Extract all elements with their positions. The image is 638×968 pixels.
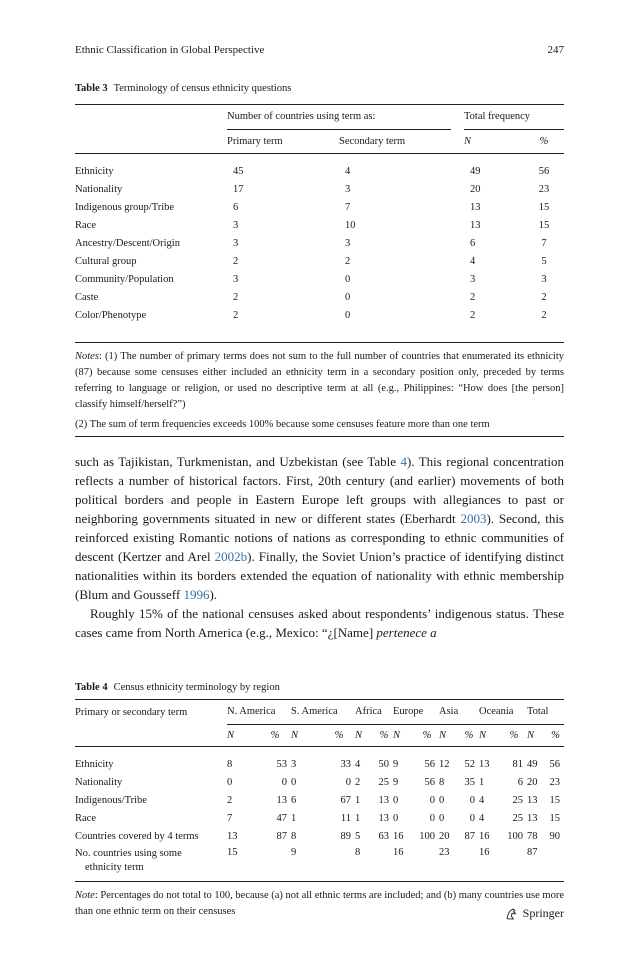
table4-cell: 0 <box>345 776 351 788</box>
table3-group-header-countries: Number of countries using term as: <box>227 105 451 130</box>
table4-cell: 2 <box>355 776 361 788</box>
paragraph-2: Roughly 15% of the national censuses asked about respondents’ indigenous status. These cases came from North America (e.g., Mexico: “¿[Name] pertenece a <box>75 606 564 640</box>
table4-cell: 9 <box>393 758 399 770</box>
table3-cell: 13 <box>470 201 481 213</box>
table3-cell: 3 <box>233 273 239 285</box>
table4-row <box>75 827 564 845</box>
table4 <box>75 699 564 882</box>
table4-cell: 23 <box>549 776 560 788</box>
table3-cell: 0 <box>345 273 351 285</box>
table3-cell: 0 <box>345 309 351 321</box>
table4-row <box>75 809 564 827</box>
table4-region-n-america: N. America <box>227 700 291 725</box>
table4-subheader-row <box>75 724 564 747</box>
table3-cell: 2 <box>345 255 351 267</box>
table3-row <box>75 162 564 180</box>
table4-row-label: Countries covered by 4 terms <box>75 830 199 842</box>
table4-cell: 1 <box>291 812 297 824</box>
table3-row <box>75 234 564 252</box>
table4-region-europe: Europe <box>393 700 439 725</box>
table4-cell: 25 <box>512 812 523 824</box>
table3-cell: 15 <box>538 201 550 213</box>
table4-cell: 1 <box>355 812 361 824</box>
table3-row-label: Indigenous group/Tribe <box>75 201 175 213</box>
ref-blum-gousseff-1996[interactable]: 1996 <box>183 587 210 602</box>
table4-last-row-value: 23 <box>439 847 450 858</box>
table4-cell: 87 <box>464 830 475 842</box>
table3-cell: 3 <box>345 183 351 195</box>
springer-horse-icon <box>505 907 519 921</box>
table4-cell: 67 <box>340 794 351 806</box>
table3-label: Table 3 <box>75 83 108 94</box>
table4-cell: 5 <box>355 830 361 842</box>
table4-label: Table 4 <box>75 682 108 693</box>
table4-cell: 81 <box>512 758 523 770</box>
table4-cell: 90 <box>549 830 560 842</box>
table3-cell: 20 <box>470 183 481 195</box>
table4-last-row-label-1: No. countries using some <box>75 848 182 859</box>
table3-group-header-total: Total frequency <box>464 105 564 130</box>
table4-cell: 13 <box>479 758 490 770</box>
table4-cell: 3 <box>291 758 297 770</box>
table4-cell: 7 <box>227 812 233 824</box>
table4-cell: 78 <box>527 830 538 842</box>
table4-cell: 16 <box>393 830 404 842</box>
table3-cell: 2 <box>470 291 476 303</box>
table4-cell: 1 <box>355 794 361 806</box>
table3-note1-text: : (1) The number of primary terms does not sum to the full number of countries that enumerated its ethnicity (87) because some censuses either included an ethnicity term in a secondary position only, preceded by terms referring to language or religion, or used no descriptive term at all (e.g., Philippines: “How does [the person] classify himself/herself?”) <box>75 351 564 410</box>
table3-cell: 4 <box>470 255 476 267</box>
table3-cell: 3 <box>233 219 239 231</box>
table3-cell: 13 <box>470 219 481 231</box>
table4-cell: 100 <box>507 830 523 842</box>
table4-note <box>75 888 564 920</box>
table4-last-row-value: 87 <box>527 847 538 858</box>
table4-cell: 8 <box>439 776 445 788</box>
table4-cell: 15 <box>549 794 560 806</box>
table3-cell: 2 <box>541 309 547 321</box>
table3-row <box>75 198 564 216</box>
table3-subheader-n: N <box>464 135 472 147</box>
table4-cell: 13 <box>227 830 238 842</box>
table4-cell: 0 <box>469 794 475 806</box>
table4-cell: 47 <box>276 812 287 824</box>
table4-cell: 11 <box>340 812 351 824</box>
table4-cell: 35 <box>464 776 475 788</box>
table4-cell: 49 <box>527 758 538 770</box>
table4-cell: 0 <box>439 794 445 806</box>
table4-subheader-pct: % <box>464 729 474 741</box>
table4-cell: 8 <box>227 758 233 770</box>
table4-subheader-pct: % <box>334 729 344 741</box>
table3-cell: 4 <box>345 165 351 177</box>
table4-cell: 13 <box>527 812 538 824</box>
table3-subheader-pct: % <box>539 135 549 147</box>
table4-cell: 0 <box>469 812 475 824</box>
table3-row <box>75 180 564 198</box>
table4-cell: 8 <box>291 830 297 842</box>
table4-cell: 4 <box>355 758 361 770</box>
table4-cell: 9 <box>393 776 399 788</box>
table4-cell: 0 <box>281 776 287 788</box>
table4-subheader-pct: % <box>422 729 432 741</box>
table4-last-row-value: 9 <box>291 847 297 858</box>
table4-last-row-label-2: ethnicity term <box>85 862 144 873</box>
table4-cell: 12 <box>439 758 450 770</box>
table4-subheader-n: N <box>355 729 363 741</box>
table4-subheader-n: N <box>227 729 235 741</box>
table4-caption <box>75 682 564 693</box>
table4-region-s-america: S. America <box>291 700 355 725</box>
table3-cell: 6 <box>233 201 239 213</box>
table3-cell: 17 <box>233 183 244 195</box>
table4-cell: 25 <box>378 776 389 788</box>
table3-row-label: Caste <box>75 291 99 303</box>
table4-note-label: Note <box>75 890 95 901</box>
table3-body <box>75 162 564 324</box>
table3-cell: 5 <box>541 255 547 267</box>
table4-row <box>75 755 564 773</box>
table4-last-row-value: 8 <box>355 847 361 858</box>
table4-cell: 50 <box>378 758 389 770</box>
table3-cell: 3 <box>541 273 547 285</box>
table3-title: Terminology of census ethnicity questions <box>113 83 292 94</box>
table4-cell: 53 <box>276 758 287 770</box>
table3-cell: 15 <box>538 219 550 231</box>
table4-cell: 13 <box>276 794 287 806</box>
table4-subheader-n: N <box>527 729 535 741</box>
table3-row <box>75 306 564 324</box>
table3-row-label: Ethnicity <box>75 165 114 177</box>
running-header <box>75 44 564 56</box>
table4-subheader-pct: % <box>509 729 519 741</box>
table4-row <box>75 791 564 809</box>
table3-cell: 56 <box>538 165 550 177</box>
ref-eberhardt-2003[interactable]: 2003 <box>460 511 487 526</box>
table3-notes-label: Notes <box>75 351 99 362</box>
table4-row-no-countries <box>75 845 564 875</box>
table4-cell: 63 <box>378 830 389 842</box>
table3-cell: 2 <box>470 309 476 321</box>
table3-cell: 10 <box>345 219 356 231</box>
table3-cell: 7 <box>541 237 547 249</box>
table3-cell: 7 <box>345 201 351 213</box>
table4-last-row-value: 15 <box>227 847 238 858</box>
table3-note1 <box>75 349 564 413</box>
table4-cell: 13 <box>378 812 389 824</box>
table4-cell: 0 <box>393 812 399 824</box>
table3-row-label: Color/Phenotype <box>75 309 147 321</box>
running-title: Ethnic Classification in Global Perspective <box>75 44 265 56</box>
table3-row <box>75 288 564 306</box>
table3-row-label: Community/Population <box>75 273 174 285</box>
table4-cell: 15 <box>549 812 560 824</box>
table4-subheader-n: N <box>393 729 401 741</box>
table4-cell: 100 <box>419 830 435 842</box>
table4-cell: 16 <box>479 830 490 842</box>
table4-cell: 6 <box>291 794 297 806</box>
table3-cell: 23 <box>538 183 550 195</box>
table4-cell: 56 <box>424 758 435 770</box>
table4-title: Census ethnicity terminology by region <box>113 682 280 693</box>
table4-subheader-pct: % <box>551 729 560 741</box>
table3-note2: (2) The sum of term frequencies exceeds 100% because some censuses feature more than one term <box>75 419 490 430</box>
table4-subheader-pct: % <box>379 729 389 741</box>
table3-cell: 49 <box>470 165 481 177</box>
table3-row-label: Nationality <box>75 183 123 195</box>
table3-subheader-primary: Primary term <box>227 135 283 147</box>
table3-cell: 0 <box>345 291 351 303</box>
table4-cell: 1 <box>479 776 485 788</box>
table3-cell: 45 <box>233 165 244 177</box>
table4-cell: 20 <box>527 776 538 788</box>
table4-cell: 33 <box>340 758 351 770</box>
table4-cell: 0 <box>227 776 233 788</box>
body-text <box>75 452 564 642</box>
page-content <box>75 44 564 920</box>
table4-cell: 20 <box>439 830 450 842</box>
table4-region-oceania: Oceania <box>479 700 527 725</box>
paragraph-1: such as Tajikistan, Turkmenistan, and Uzbekistan (see Table 4). This regional concentration reflects a number of historical factors. First, 20th century (and earlier) movements of both political borders and people in Eastern Europe left groups with allegiances to past or neighboring governments situated in new or different states (Eberhardt 2003). Second, this reinforced existing Romantic notions of nations as corresponding to ethnic communities of descent (Kertzer and Arel 2002b). Finally, the Soviet Union’s practice of identifying distinct nationalities within its borders extended the equation of nationality with ethnic membership (Blum and Gousseff 1996). <box>75 454 564 602</box>
table4-cell: 13 <box>378 794 389 806</box>
table4-subheader-pct: % <box>270 729 280 741</box>
table4-subheader-n: N <box>439 729 447 741</box>
table4-subheader-n: N <box>291 729 299 741</box>
table4-stub-header: Primary or secondary term <box>75 706 188 718</box>
table4-cell: 13 <box>527 794 538 806</box>
table3-cell: 6 <box>470 237 476 249</box>
table3-cell: 2 <box>233 291 239 303</box>
publisher-footer <box>505 906 564 921</box>
table4-cell: 89 <box>340 830 351 842</box>
table4-cell: 52 <box>464 758 475 770</box>
table4-row-label: Indigenous/Tribe <box>75 794 147 806</box>
table4-region-total: Total <box>527 700 564 725</box>
table4-cell: 0 <box>429 794 435 806</box>
table4-last-row-value: 16 <box>479 847 490 858</box>
table4-cell: 0 <box>291 776 297 788</box>
publisher-name: Springer <box>522 906 564 920</box>
table4-region-asia: Asia <box>439 700 479 725</box>
table4-last-row-value: 16 <box>393 847 404 858</box>
table3-cell: 2 <box>233 309 239 321</box>
table3-cell: 3 <box>345 237 351 249</box>
table4-cell: 4 <box>479 812 485 824</box>
table3-row-label: Race <box>75 219 96 231</box>
table4-cell: 0 <box>439 812 445 824</box>
table4-row-label: Ethnicity <box>75 758 114 770</box>
table4-cell: 25 <box>512 794 523 806</box>
ref-table4[interactable]: 4 <box>400 454 407 469</box>
table4-row-label: Nationality <box>75 776 123 788</box>
table4-note-text: : Percentages do not total to 100, because (a) not all ethnic terms are included; and (b) many countries use more than one ethnic term on their censuses <box>75 890 564 917</box>
table3-row <box>75 270 564 288</box>
table3-row-label: Cultural group <box>75 255 137 267</box>
table4-region-africa: Africa <box>355 700 393 725</box>
table3-cell: 2 <box>541 291 547 303</box>
table3-row <box>75 252 564 270</box>
table3-cell: 3 <box>470 273 476 285</box>
table4-row <box>75 773 564 791</box>
table3 <box>75 104 564 343</box>
table4-cell: 6 <box>517 776 523 788</box>
table3-caption <box>75 83 564 94</box>
table4-cell: 4 <box>479 794 485 806</box>
table3-row-label: Ancestry/Descent/Origin <box>75 237 180 249</box>
ref-kertzer-arel-2002b[interactable]: 2002b <box>214 549 248 564</box>
table4-cell: 87 <box>276 830 287 842</box>
table4-cell: 0 <box>429 812 435 824</box>
table4-cell: 0 <box>393 794 399 806</box>
table4-row-label: Race <box>75 812 96 824</box>
table4-cell: 56 <box>424 776 435 788</box>
table4-cell: 56 <box>549 758 560 770</box>
table3-cell: 2 <box>233 255 239 267</box>
page-number: 247 <box>547 44 564 56</box>
table4-body <box>75 755 564 845</box>
table4-subheader-n: N <box>479 729 487 741</box>
table3-row <box>75 216 564 234</box>
table3-subheader-secondary: Secondary term <box>339 135 406 147</box>
table4-cell: 2 <box>227 794 233 806</box>
table3-cell: 3 <box>233 237 239 249</box>
